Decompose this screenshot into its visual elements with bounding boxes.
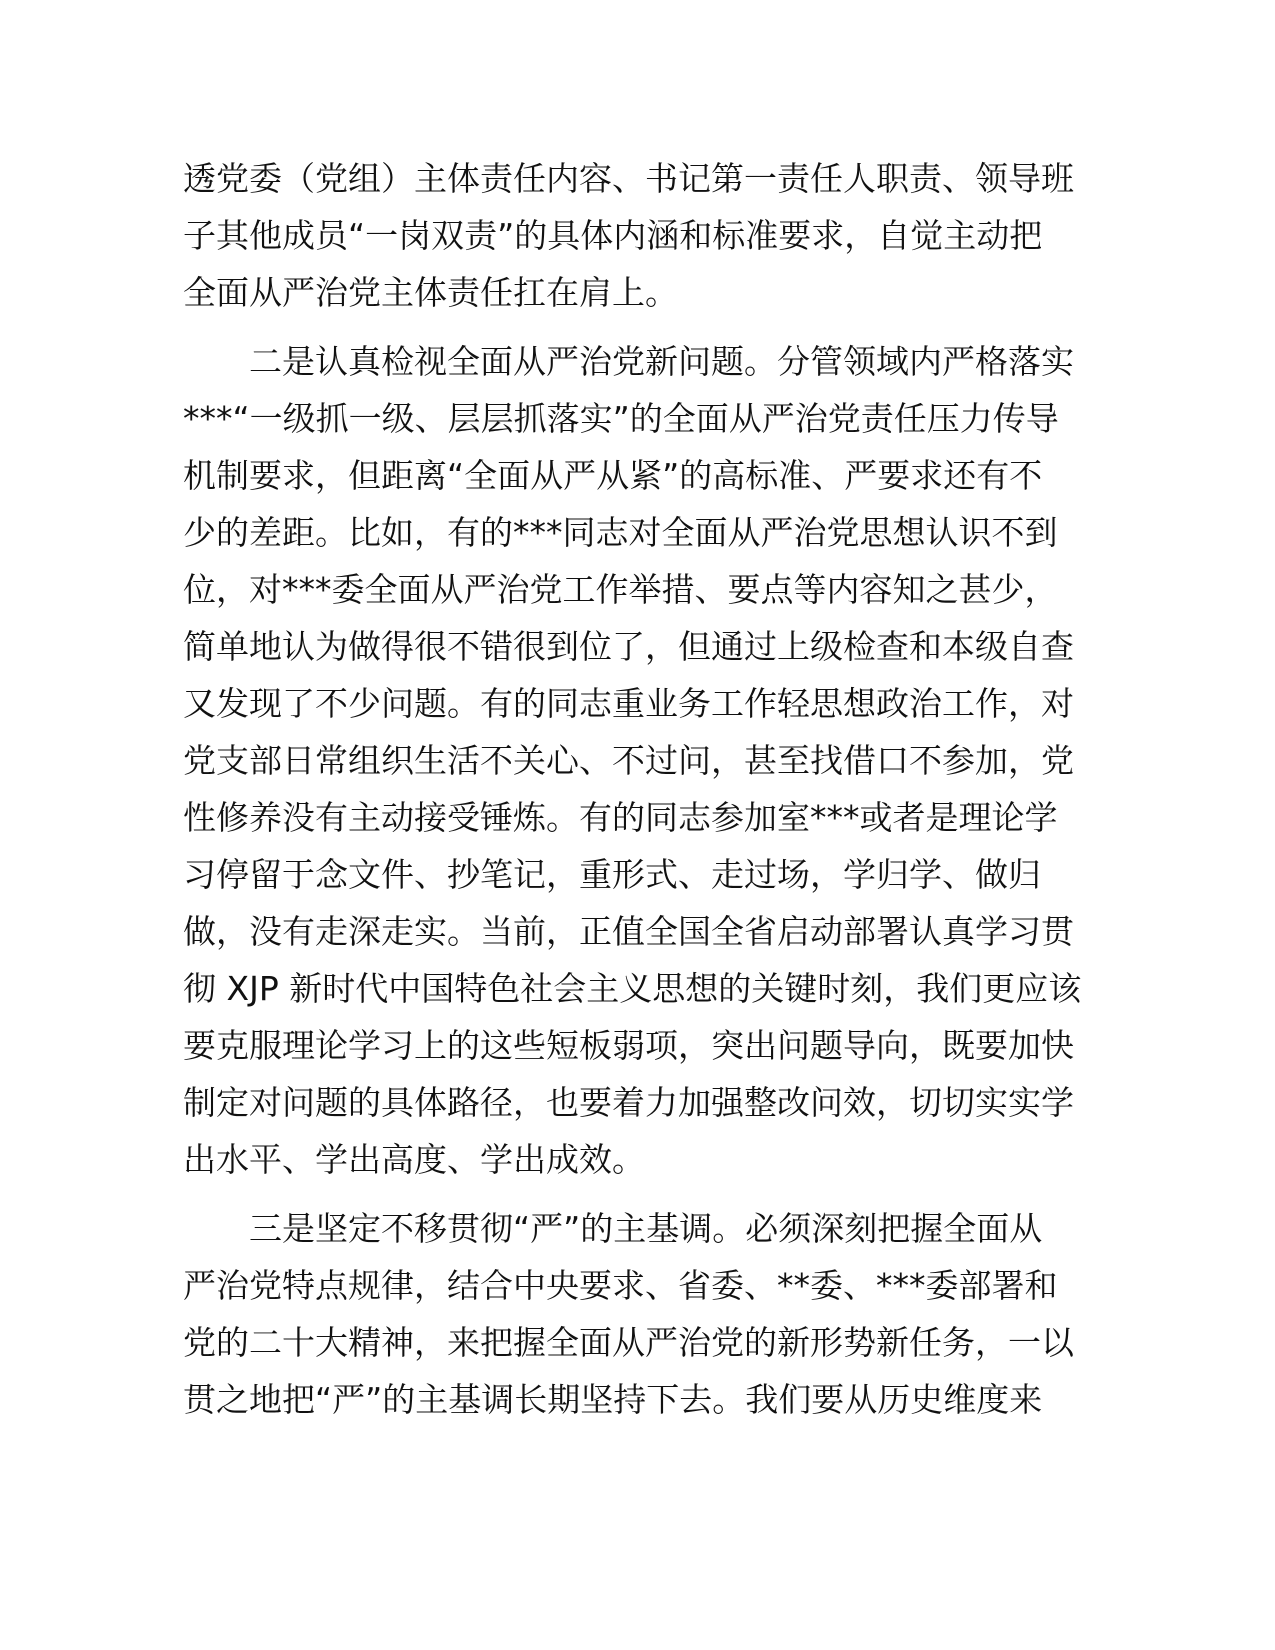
text-line: 要克服理论学习上的这些短板弱项，突出问题导向，既要加快	[183, 1026, 1074, 1065]
text-line: 透党委（党组）主体责任内容、书记第一责任人职责、领导班	[183, 159, 1074, 198]
text-line: 党的二十大精神，来把握全面从严治党的新形势新任务，一以	[183, 1323, 1074, 1362]
text-line: 又发现了不少问题。有的同志重业务工作轻思想政治工作，对	[183, 684, 1074, 723]
text-line: 机制要求，但距离“全面从严从紧”的高标准、严要求还有不	[183, 456, 1043, 495]
text-line: 子其他成员“一岗双责”的具体内涵和标准要求，自觉主动把	[183, 216, 1043, 255]
paragraph-2	[183, 333, 1083, 1188]
text-line: 二是认真检视全面从严治党新问题。分管领域内严格落实	[249, 342, 1074, 381]
text-line: 少的差距。比如，有的***同志对全面从严治党思想认识不到	[183, 513, 1058, 552]
body-text	[183, 150, 1083, 1428]
text-line: 彻 XJP 新时代中国特色社会主义思想的关键时刻，我们更应该	[183, 969, 1082, 1008]
text-line: 性修养没有主动接受锤炼。有的同志参加室***或者是理论学	[183, 798, 1058, 837]
text-line: 全面从严治党主体责任扛在肩上。	[183, 273, 678, 312]
text-line: 严治党特点规律，结合中央要求、省委、**委、***委部署和	[183, 1266, 1058, 1305]
text-line: 党支部日常组织生活不关心、不过问，甚至找借口不参加，党	[183, 741, 1074, 780]
text-line: 贯之地把“严”的主基调长期坚持下去。我们要从历史维度来	[183, 1380, 1043, 1419]
text-line: 位，对***委全面从严治党工作举措、要点等内容知之甚少，	[183, 570, 1058, 609]
text-line: 三是坚定不移贯彻“严”的主基调。必须深刻把握全面从	[249, 1209, 1043, 1248]
paragraph-3	[183, 1200, 1083, 1428]
text-line: 出水平、学出高度、学出成效。	[183, 1140, 645, 1179]
text-line: 做，没有走深走实。当前，正值全国全省启动部署认真学习贯	[183, 912, 1074, 951]
text-line: 习停留于念文件、抄笔记，重形式、走过场，学归学、做归	[183, 855, 1041, 894]
text-line: ***“一级抓一级、层层抓落实”的全面从严治党责任压力传导	[183, 399, 1059, 438]
text-line: 简单地认为做得很不错很到位了，但通过上级检查和本级自查	[183, 627, 1074, 666]
paragraph-1	[183, 150, 1083, 321]
text-line: 制定对问题的具体路径，也要着力加强整改问效，切切实实学	[183, 1083, 1074, 1122]
